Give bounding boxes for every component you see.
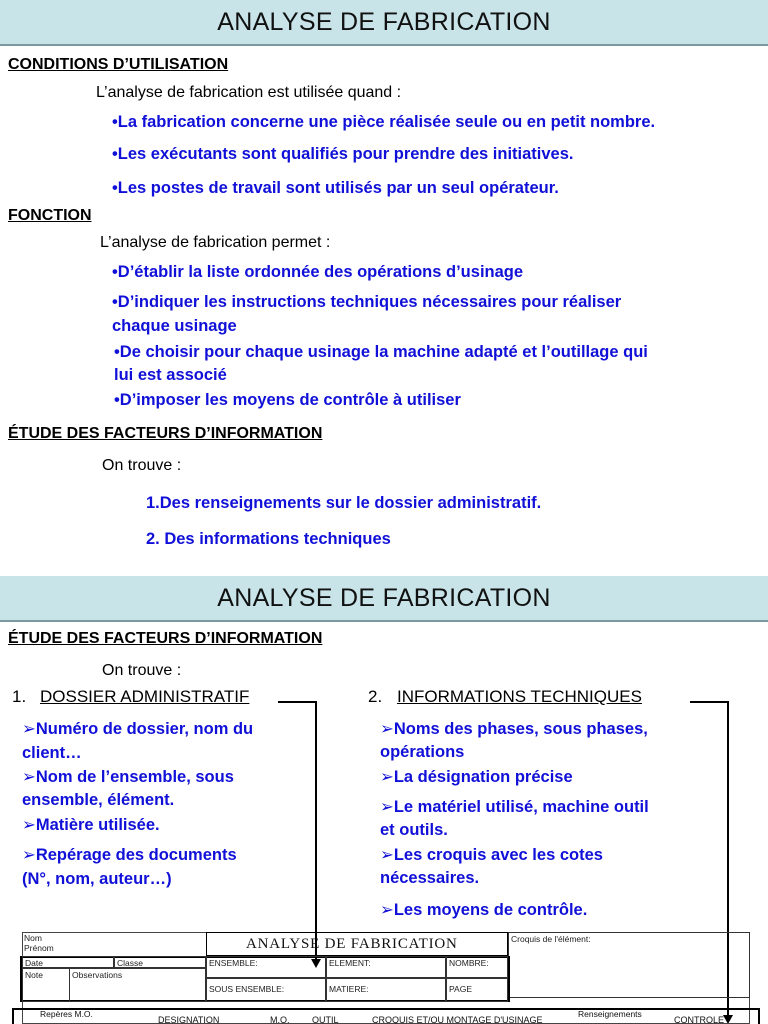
slide-1-title: ANALYSE DE FABRICATION [0,0,768,44]
conditions-item: •Les exécutants sont qualifiés pour prendre des initiatives. [112,145,574,163]
fonction-heading: FONCTION [8,207,92,224]
etude-item: 2. Des informations techniques [146,530,391,548]
form-croquis-montage-header: CROQUIS ET/OU MONTAGE D'USINAGE [372,1015,543,1024]
etude-heading: ÉTUDE DES FACTEURS D’INFORMATION [8,425,323,442]
col2-item: ➢Le matériel utilisé, machine outil [380,798,649,816]
form-date-field[interactable]: Date [22,956,114,968]
col2-item-cont: et outils. [380,821,448,839]
col1-item: ➢Repérage des documents [22,846,237,864]
col1-item-cont: ensemble, élément. [22,791,175,809]
etude-intro-2: On trouve : [102,662,182,679]
fabrication-form [22,932,750,1024]
form-sous-ensemble-field[interactable]: SOUS ENSEMBLE: [206,978,326,1002]
col1-title: DOSSIER ADMINISTRATIF [40,687,250,706]
fonction-item-cont: chaque usinage [112,317,237,335]
form-page-field[interactable]: PAGE [446,978,508,1002]
form-designation-header: DESIGNATION [158,1015,220,1024]
form-ensemble-field[interactable]: ENSEMBLE: [206,956,326,978]
fonction-item: •De choisir pour chaque usinage la machine adapté et l’outillage qui [114,343,648,361]
col2-item: ➢Noms des phases, sous phases, [380,720,648,738]
col2-number: 2. [368,687,383,706]
form-nombre-field[interactable]: NOMBRE: [446,956,508,978]
form-name-block [22,932,206,956]
etude-item: 1.Des renseignements sur le dossier administratif. [146,494,542,512]
col1-item: ➢Matière utilisée. [22,816,160,834]
form-reperes-mo-label: Repères M.O. [40,1009,93,1019]
fonction-item: •D’indiquer les instructions techniques nécessaires pour réaliser [112,293,622,311]
col1-number: 1. [12,687,27,706]
col2-title: INFORMATIONS TECHNIQUES [397,687,642,706]
form-element-field[interactable]: ELEMENT: [326,956,446,978]
slide-2-title: ANALYSE DE FABRICATION [0,576,768,620]
col2-item: ➢Les croquis avec les cotes [380,846,603,864]
conditions-item: •Les postes de travail sont utilisés par un seul opérateur. [112,179,559,197]
col1-item: ➢Nom de l’ensemble, sous [22,768,234,786]
col2-item: ➢Les moyens de contrôle. [380,901,588,919]
conditions-intro: L’analyse de fabrication est utilisée quand : [96,84,402,101]
form-nom-label: Nom [24,933,42,943]
fonction-item: •D’imposer les moyens de contrôle à utiliser [114,391,461,409]
col2-item: ➢La désignation précise [380,768,573,786]
col1-arrow-drop [315,701,317,959]
col1-item-cont: (N°, nom, auteur…) [22,870,172,888]
title-separator [0,620,768,622]
col2-item-cont: opérations [380,743,465,761]
form-observations-field[interactable]: Observations [70,968,206,1002]
col1-item-cont: client… [22,744,82,762]
form-prenom-label: Prénom [24,943,54,953]
fonction-item-cont: lui est associé [114,366,227,384]
form-note-field[interactable]: Note [22,968,70,1002]
title-separator [0,44,768,46]
conditions-item: •La fabrication concerne une pièce réalisée seule ou en petit nombre. [112,113,656,131]
form-mo-header: M.O. [270,1015,290,1024]
form-controle-header: CONTROLE [674,1015,725,1024]
form-renseignements-header: Renseignements [578,1009,642,1019]
col1-item: ➢Numéro de dossier, nom du [22,720,254,738]
etude-heading-2: ÉTUDE DES FACTEURS D’INFORMATION [8,630,323,647]
form-matiere-field[interactable]: MATIERE: [326,978,446,1002]
form-outil-header: OUTIL [312,1015,339,1024]
form-croquis-element[interactable]: Croquis de l'élément: [508,932,750,998]
col2-item-cont: nécessaires. [380,869,480,887]
etude-intro: On trouve : [102,457,182,474]
form-classe-field[interactable]: Classe [114,956,206,968]
form-title: ANALYSE DE FABRICATION [246,936,458,952]
fonction-item: •D’établir la liste ordonnée des opérations d’usinage [112,263,524,281]
fonction-intro: L’analyse de fabrication permet : [100,234,331,251]
slide-2 [0,576,768,1024]
conditions-heading: CONDITIONS D’UTILISATION [8,56,229,73]
col2-arrow-line [690,701,728,703]
col1-arrow-line [278,701,316,703]
